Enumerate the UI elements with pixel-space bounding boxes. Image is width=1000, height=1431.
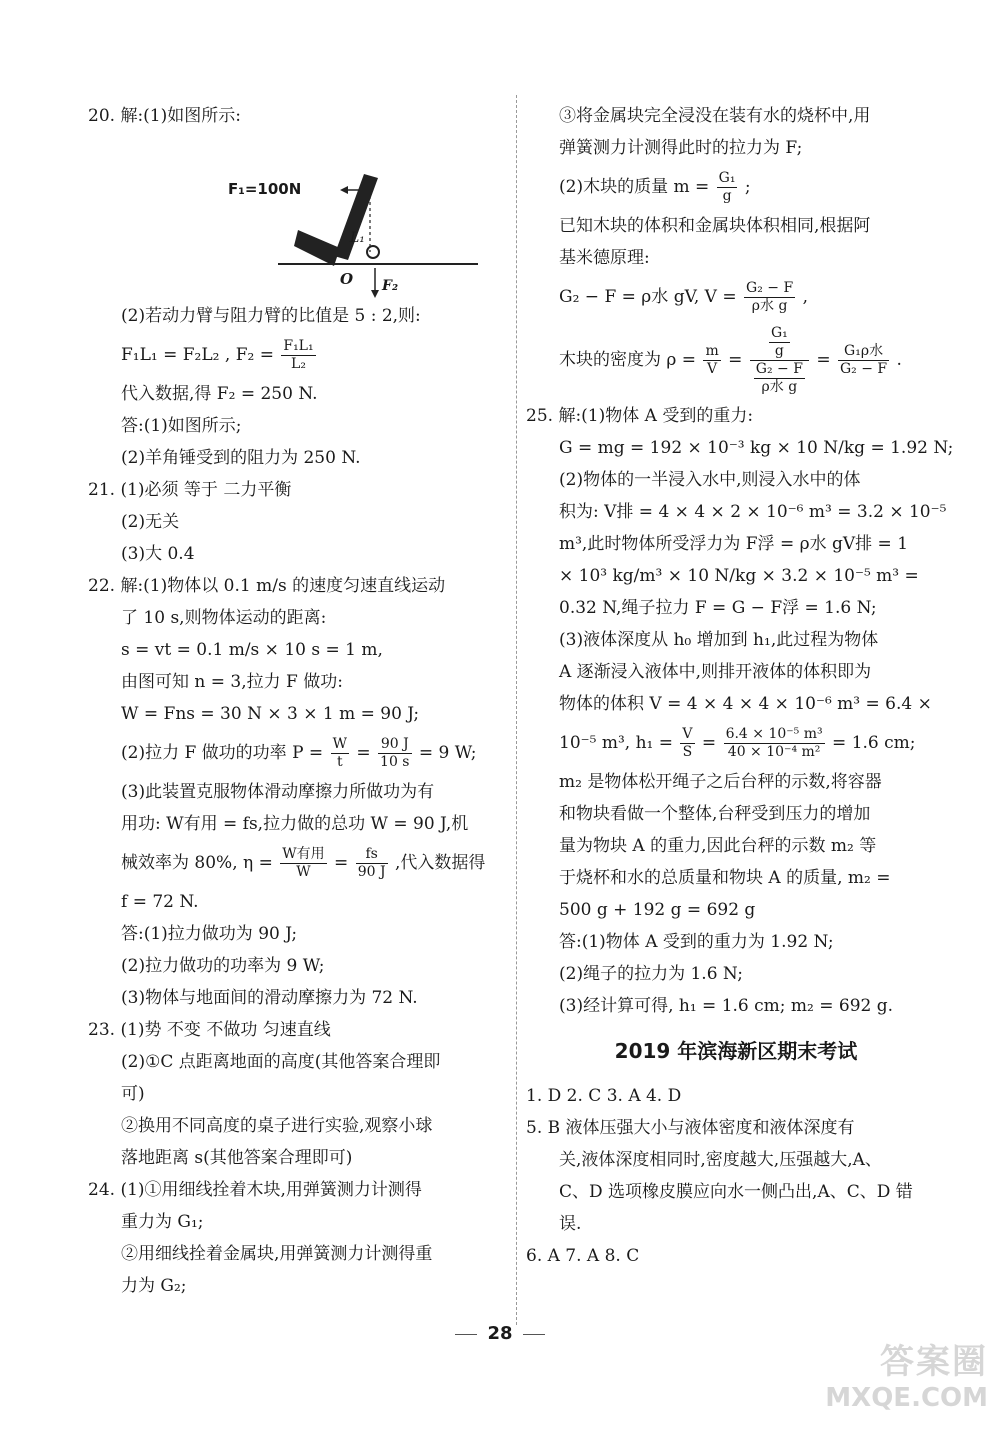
q22-line: W = Fns = 30 N × 3 × 1 m = 90 J; <box>121 704 420 724</box>
force-f2-head <box>371 290 379 298</box>
q25-line: 0.32 N,绳子拉力 F = G − F浮 = 1.6 N; <box>559 598 877 618</box>
watermark-logo: 答案圈 <box>880 1342 988 1382</box>
q23-line: ②换用不同高度的桌子进行实验,观察小球 <box>121 1116 433 1136</box>
exam-line: C、D 选项橡皮膜应向水一侧凸出,A、C、D 错 <box>559 1182 913 1202</box>
q25-line: 积为: V排 = 4 × 4 × 2 × 10⁻⁶ m³ = 3.2 × 10⁻⁵ <box>559 502 947 522</box>
page-number: 28 <box>487 1323 513 1344</box>
fraction: $\frac{\text{G₁}}{g}$ <box>718 170 736 204</box>
q20-line: 20. 解:(1)如图所示: <box>88 106 241 126</box>
q24-line: 弹簧测力计测得此时的拉力为 F; <box>559 138 803 158</box>
q20-line: (2)若动力臂与阻力臂的比值是 5 : 2,则: <box>121 306 421 326</box>
compound-fraction: $\frac{\frac{\text{G₁}}{g}}{\frac{\text{G₂ − F}}{\text{ρ水 g}}}$ <box>750 325 809 396</box>
q22-line: 用功: W有用 = fs,拉力做的总功 W = 90 J,机 <box>121 814 469 834</box>
column-divider <box>516 95 517 1325</box>
footer-dash <box>523 1334 545 1335</box>
q21-line: (3)大 0.4 <box>121 544 195 564</box>
q25-line: 500 g + 192 g = 692 g <box>559 900 756 920</box>
exam-line: 关,液体深度相同时,密度越大,压强越大,A、 <box>559 1150 882 1170</box>
q25-line: (2)绳子的拉力为 1.6 N; <box>559 964 743 984</box>
exam-line: 误. <box>559 1214 582 1234</box>
q25-line: × 10³ kg/m³ × 10 N/kg × 3.2 × 10⁻⁵ m³ = <box>559 566 919 586</box>
f2-label: F₂ <box>382 278 399 294</box>
fraction: $\frac{\text{G₁ρ水}}{\text{G₂ − F}}$ <box>840 343 888 377</box>
fraction: $\frac{90 J}{10 s}$ <box>380 736 410 770</box>
q23-line: 23. (1)势 不变 不做功 匀速直线 <box>88 1020 331 1040</box>
q25-line: (2)物体的一半浸入水中,则浸入水中的体 <box>559 470 861 490</box>
q25-formula: 10⁻⁵ m³, h₁ = $\frac{V}{S}$ = $\frac{\text{6.4 × 10⁻⁵ m³}}{\text{40 × 10⁻⁴ m²}}$ = 1.6 cm; <box>559 726 916 760</box>
q25-line: G = mg = 192 × 10⁻³ kg × 10 N/kg = 1.92 N; <box>559 438 954 458</box>
q24-line: 已知木块的体积和金属块体积相同,根据阿 <box>559 216 871 236</box>
right-column <box>526 100 954 1272</box>
l1-label: L₁ <box>350 230 365 246</box>
fraction: $\frac{\text{F₁L₁}}{\text{L₂}}$ <box>283 338 314 372</box>
q21-line: (2)无关 <box>121 512 180 532</box>
q22-line: s = vt = 0.1 m/s × 10 s = 1 m, <box>121 640 383 660</box>
watermark-url: MXQE.COM <box>825 1383 988 1413</box>
q22-line: 由图可知 n = 3,拉力 F 做功: <box>121 672 343 692</box>
section-title: 2019 年滨海新区期末考试 <box>614 1039 858 1063</box>
q25-line: A 逐渐浸入液体中,则排开液体的体积即为 <box>559 662 872 682</box>
fraction: $\frac{\text{6.4 × 10⁻⁵ m³}}{\text{40 × 10⁻⁴ m²}}$ <box>725 726 823 760</box>
q23-line: 可) <box>121 1084 145 1104</box>
fraction: $\frac{\text{G₂ − F}}{\text{ρ水 g}}$ <box>746 280 794 314</box>
q25-line: (3)经计算可得, h₁ = 1.6 cm; m₂ = 692 g. <box>559 996 894 1016</box>
q24-formula: (2)木块的质量 m = $\frac{\text{G₁}}{g}$ ; <box>559 170 751 204</box>
exam-line: 1. D 2. C 3. A 4. D <box>526 1086 682 1106</box>
fraction: $\frac{fs}{90 J}$ <box>357 846 386 880</box>
q20-formula: F₁L₁ = F₂L₂ , F₂ = $\frac{\text{F₁L₁}}{\text{L₂}}$ <box>121 338 314 372</box>
lever-figure <box>88 132 508 300</box>
q23-line: (2)①C 点距离地面的高度(其他答案合理即 <box>121 1052 441 1072</box>
q25-line: (3)液体深度从 h₀ 增加到 h₁,此过程为物体 <box>559 630 879 650</box>
q24-line: ②用细线拴着金属块,用弹簧测力计测得重 <box>121 1244 433 1264</box>
exam-line: 5. B 液体压强大小与液体密度和液体深度有 <box>526 1118 855 1138</box>
watermark <box>825 1334 988 1413</box>
footer-dash <box>455 1334 477 1335</box>
left-column <box>88 100 508 1302</box>
fraction: $\frac{\text{W有用}}{W}$ <box>282 846 325 880</box>
q20-line: 答:(1)如图所示; <box>121 416 242 436</box>
q24-line: 力为 G₂; <box>121 1276 187 1296</box>
q22-line: 22. 解:(1)物体以 0.1 m/s 的速度匀速直线运动 <box>88 576 446 596</box>
claw <box>367 246 379 258</box>
q22-line: (3)物体与地面间的滑动摩擦力为 72 N. <box>121 988 418 1008</box>
q24-density-formula: 木块的密度为 ρ = $\frac{m}{V}$ = $\frac{\frac{\text{G₁}}{g}}{\frac{\text{G₂ − F}}{\text{ρ水 g}}}$ = $\frac{\text{G₁ρ水}}{\text{G₂ − F}}$ . <box>559 325 902 395</box>
f1-label: F₁=100N <box>228 180 302 198</box>
q20-line: (2)羊角锤受到的阻力为 250 N. <box>121 448 361 468</box>
q22-line: 答:(1)拉力做功为 90 J; <box>121 924 298 944</box>
hammer-head <box>294 230 340 266</box>
fraction: $\frac{m}{V}$ <box>705 343 719 377</box>
q20-line: 代入数据,得 F₂ = 250 N. <box>121 384 318 404</box>
fraction: $\frac{V}{S}$ <box>682 726 693 760</box>
q24-line: 24. (1)①用细线拴着木块,用弹簧测力计测得 <box>88 1180 422 1200</box>
q25-line: 量为物块 A 的重力,因此台秤的示数 m₂ 等 <box>559 836 877 856</box>
q24-line: 基米德原理: <box>559 248 650 268</box>
q25-line: m³,此时物体所受浮力为 F浮 = ρ水 gV排 = 1 <box>559 534 909 554</box>
q24-formula: G₂ − F = ρ水 gV, V = $\frac{\text{G₂ − F}}{\text{ρ水 g}}$ , <box>559 280 808 314</box>
exam-line: 6. A 7. A 8. C <box>526 1246 640 1266</box>
q25-line: m₂ 是物体松开绳子之后台秤的示数,将容器 <box>559 772 882 792</box>
q25-line: 25. 解:(1)物体 A 受到的重力: <box>526 406 754 426</box>
o-label: O <box>340 270 354 288</box>
q22-formula: (2)拉力 F 做功的功率 P = $\frac{W}{t}$ = $\frac{90 J}{10 s}$ = 9 W; <box>121 736 477 770</box>
q22-line: (2)拉力做功的功率为 9 W; <box>121 956 325 976</box>
fraction: $\frac{W}{t}$ <box>332 736 347 770</box>
q23-line: 落地距离 s(其他答案合理即可) <box>121 1148 353 1168</box>
q25-line: 于烧杯和水的总质量和物块 A 的质量, m₂ = <box>559 868 891 888</box>
q24-line: 重力为 G₁; <box>121 1212 204 1232</box>
hammer-lever-diagram <box>88 132 508 300</box>
q22-line: f = 72 N. <box>121 892 199 912</box>
q22-line: (3)此装置克服物体滑动摩擦力所做功为有 <box>121 782 435 802</box>
q25-line: 和物块看做一个整体,台秤受到压力的增加 <box>559 804 871 824</box>
q25-line: 物体的体积 V = 4 × 4 × 4 × 10⁻⁶ m³ = 6.4 × <box>559 694 932 714</box>
q25-line: 答:(1)物体 A 受到的重力为 1.92 N; <box>559 932 834 952</box>
force-f1-head <box>340 186 348 194</box>
q21-line: 21. (1)必须 等于 二力平衡 <box>88 480 292 500</box>
q22-formula: 械效率为 80%, η = $\frac{\text{W有用}}{W}$ = $\frac{fs}{90 J}$ ,代入数据得 <box>121 846 486 880</box>
q22-line: 了 10 s,则物体运动的距离: <box>121 608 327 628</box>
q24-line: ③将金属块完全浸没在装有水的烧杯中,用 <box>559 106 871 126</box>
